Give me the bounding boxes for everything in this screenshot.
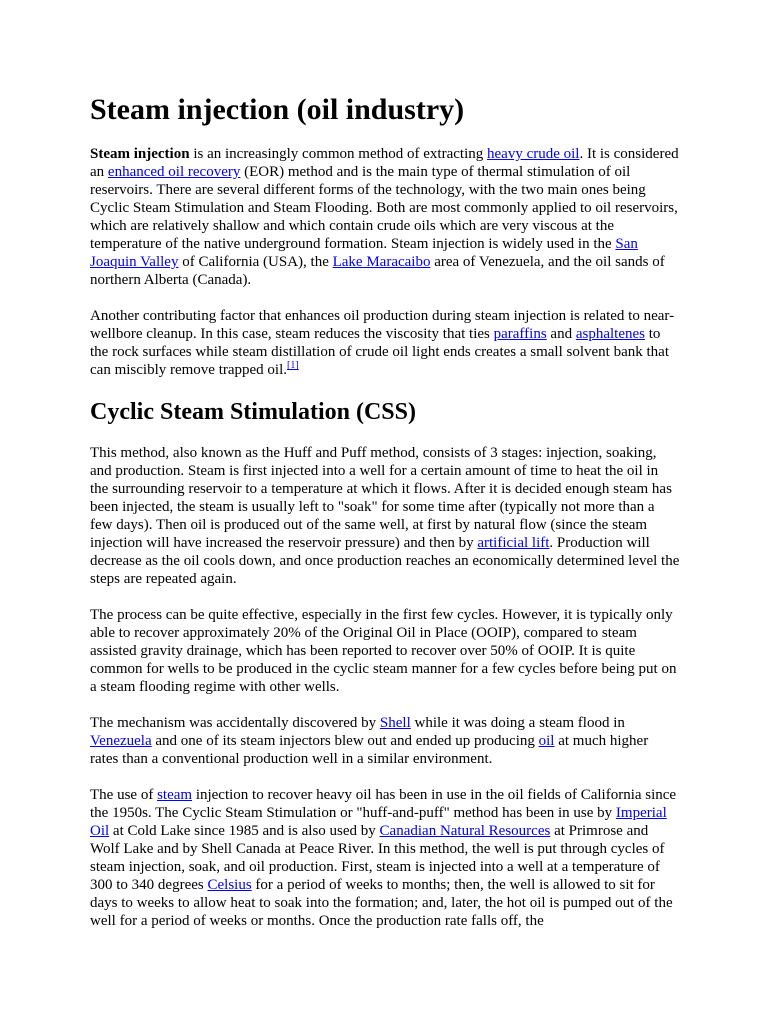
link-canadian-natural-resources[interactable]: Canadian Natural Resources (379, 823, 551, 839)
text-run: while it was doing a steam flood in (410, 715, 625, 731)
text-run: . Production will decrease as the oil cools down, and once production reaches an economically determined level the steps are repeated again. (90, 535, 680, 587)
text-run: and one of its steam injectors blew out and ended up producing (151, 733, 539, 749)
text-run: at Primrose and Wolf Lake and by Shell Canada at Peace River. In this method, the well is put through cycles of steam injection, soak, and oil production. First, steam is injected into a well at a temperature of 300 to 340 degrees (90, 823, 665, 893)
text-run: to the rock surfaces while steam distillation of crude oil light ends creates a small solvent bank that can miscibly remove trapped oil. (90, 326, 670, 378)
page-title: Steam injection (oil industry) (90, 93, 465, 126)
link-paraffins[interactable]: paraffins (493, 326, 547, 342)
link-imperial-oil[interactable]: Imperial Oil (90, 805, 667, 839)
reference-link[interactable]: [1] (287, 360, 299, 371)
text-run: injection to recover heavy oil has been in use in the oil fields of California since the 1950s. The Cyclic Steam Stimulation or "huff-and-puff" method has been in use by (90, 787, 677, 821)
history-paragraph (90, 786, 680, 930)
discovery-paragraph (90, 714, 680, 768)
link-asphaltenes[interactable]: asphaltenes (575, 326, 645, 342)
link-artificial-lift[interactable]: artificial lift (477, 535, 550, 551)
text-run: and (546, 326, 576, 342)
text-run: This method, also known as the Huff and Puff method, consists of 3 stages: injection, soaking, and production. Steam is first injected into a well for a certain amount of time to heat the oil in the surrounding reservoir to a temperature at which it flows. After it is decided enough steam has been injected, the steam is usually left to "soak" for some time after (typically not more than a few days). Then oil is produced out of the same well, at first by natural flow (since the steam injection will have increased the reservoir pressure) and then by (90, 445, 672, 551)
text-run: The process can be quite effective, especially in the first few cycles. However, it is typically only able to recover approximately 20% of the Original Oil in Place (OOIP), compared to steam assisted gravity drainage, which has been reported to recover over 50% of OOIP. It is quite common for wells to be produced in the cyclic steam manner for a few cycles before being put on a steam flooding regime with other wells. (90, 607, 677, 695)
text-run: at Cold Lake since 1985 and is also used by (109, 823, 380, 839)
link-shell[interactable]: Shell (379, 715, 411, 731)
text-run: Another contributing factor that enhances oil production during steam injection is related to near-wellbore cleanup. In this case, steam reduces the viscosity that ties (90, 308, 675, 342)
text-run: at much higher rates than a conventional production well in a similar environment. (90, 733, 649, 767)
link-oil[interactable]: oil (538, 733, 555, 749)
link-enhanced-oil-recovery[interactable]: enhanced oil recovery (107, 164, 241, 180)
text-run: of California (USA), the (178, 254, 333, 270)
link-heavy-crude-oil[interactable]: heavy crude oil (487, 146, 580, 162)
text-run: The use of (90, 787, 158, 803)
text-run: The mechanism was accidentally discovered by (90, 715, 380, 731)
link-san-joaquin-valley[interactable]: San Joaquin Valley (90, 236, 638, 270)
article-content (90, 92, 680, 948)
link-venezuela[interactable]: Venezuela (90, 733, 152, 749)
text-run: for a period of weeks to months; then, the well is allowed to sit for days to weeks to allow heat to soak into the formation; and, later, the hot oil is pumped out of the well for a period of weeks or months. Once the production rate falls off, the (90, 877, 673, 929)
section-heading-css: Cyclic Steam Stimulation (CSS) (90, 399, 416, 425)
effectiveness-paragraph (90, 606, 680, 696)
css-method-paragraph (90, 444, 680, 588)
text-run: (EOR) method and is the main type of thermal stimulation of oil reservoirs. There are several different forms of the technology, with the two main ones being Cyclic Steam Stimulation and Steam Flooding. Both are most commonly applied to oil reservoirs, which are relatively shallow and which contain crude oils which are very viscous at the temperature of the native underground formation. Steam injection is widely used in the (90, 164, 678, 252)
link-lake-maracaibo[interactable]: Lake Maracaibo (332, 254, 431, 270)
text-run: area of Venezuela, and the oil sands of northern Alberta (Canada). (90, 254, 665, 288)
cleanup-paragraph (90, 307, 680, 379)
bold-term: Steam injection (90, 146, 190, 162)
text-run: is an increasingly common method of extracting (189, 146, 487, 162)
link-steam[interactable]: steam (157, 787, 193, 803)
intro-paragraph (90, 145, 680, 289)
text-run: . It is considered an (90, 146, 679, 180)
link-celsius[interactable]: Celsius (207, 877, 252, 893)
